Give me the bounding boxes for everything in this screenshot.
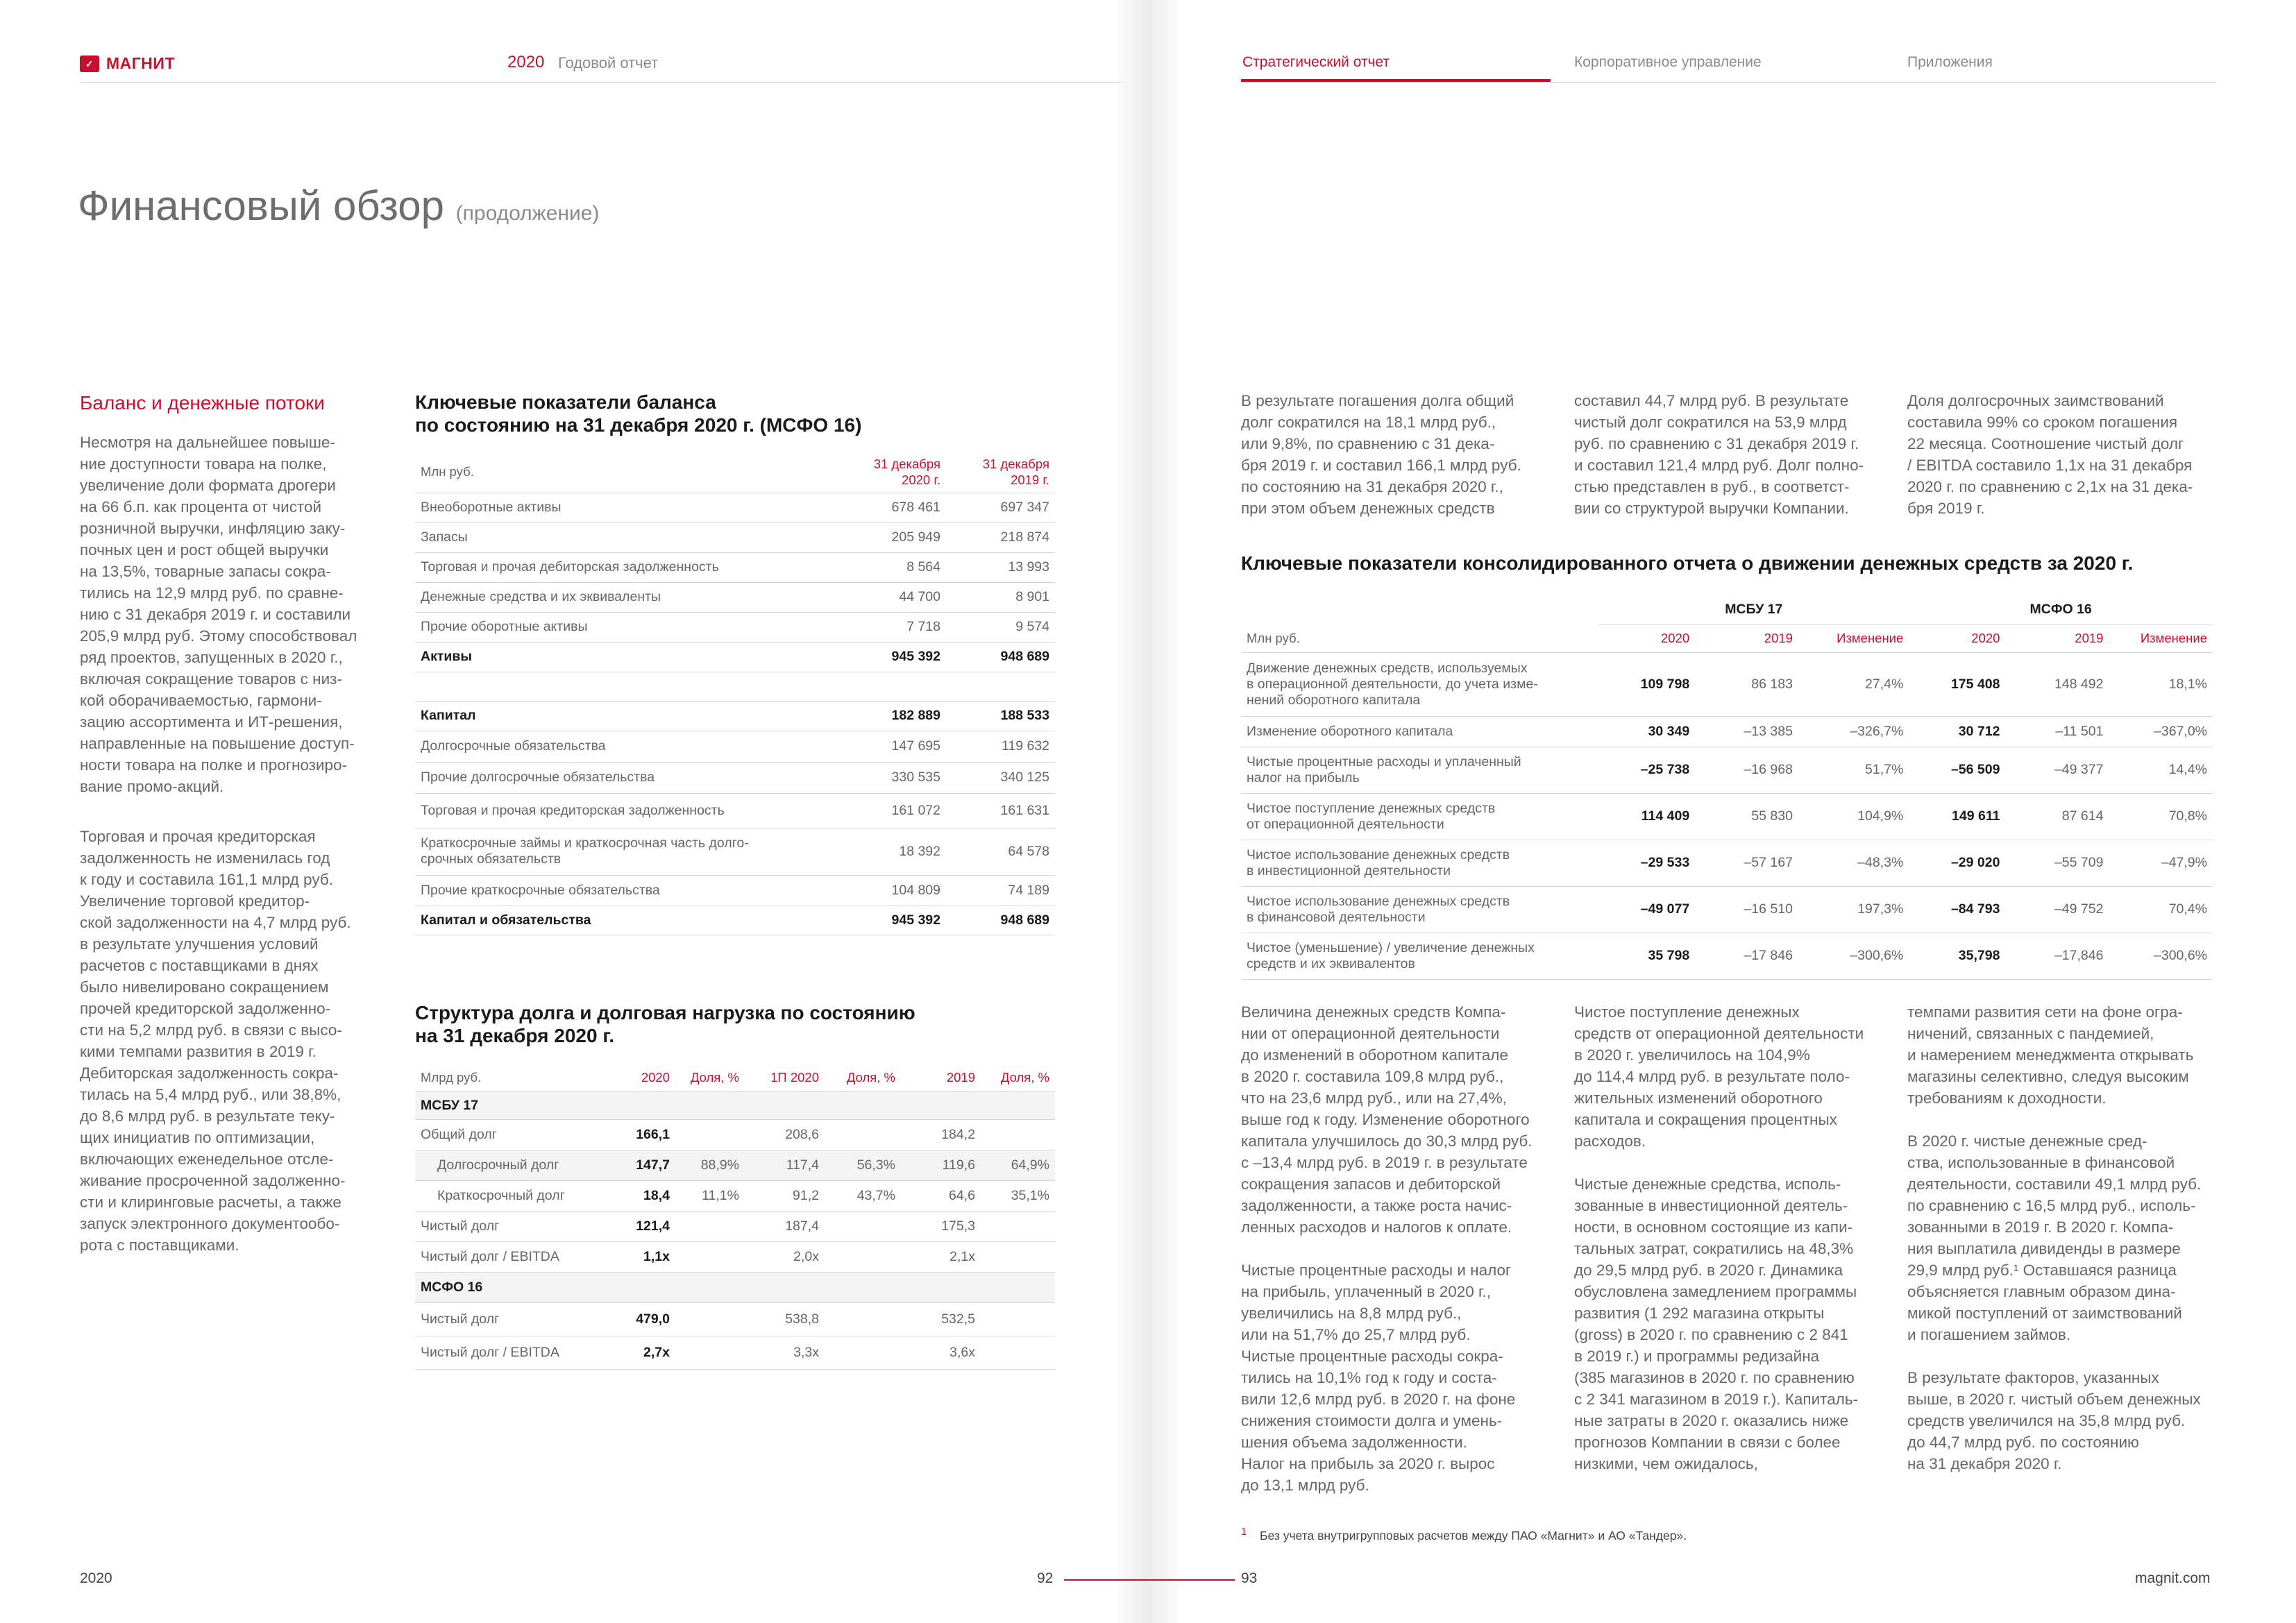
table-row: Чистые процентные расходы и уплаченный налог на прибыль –25 738 –16 968 51,7% –56 509 –49 377 14,4% (1241, 747, 2213, 793)
page-gutter (1117, 0, 1179, 1623)
header-year: 2020 (507, 53, 545, 71)
debt-header-row: Млрд руб. 2020 Доля, % 1П 2020 Доля, % 2019 Доля, % (415, 1064, 1055, 1091)
table-row: Чистое использование денежных средств в инвестиционной деятельности –29 533 –57 167 –48,3% –29 020 –55 709 –47,9% (1241, 840, 2213, 886)
balance-header-col1: 31 декабря 2020 г. (832, 451, 946, 493)
table-row: Прочие краткосрочные обязательства 104 809 74 189 (415, 875, 1055, 906)
footnote-text: Без учета внутригрупповых расчетов между ПАО «Магнит» и АО «Тандер». (1259, 1528, 1687, 1543)
footer-site-link[interactable]: magnit.com (2135, 1570, 2211, 1586)
header-report-title: Годовой отчет (558, 54, 659, 71)
magnit-logo[interactable] (80, 54, 175, 73)
nav-corporate-governance[interactable]: Корпоративное управление (1574, 54, 1762, 70)
page-number-left: 92 (1037, 1570, 1054, 1586)
page-title-sub: (продолжение) (455, 202, 600, 225)
left-paragraph-2: Торговая и прочая кредиторская задолженность не изменилась год к году и составила 161,1 млрд руб. Увеличение торговой кредитор- ской задолженности на 4,7 млрд руб. в результате улучшения условий расчетов с поставщиками в днях было нивелировано сокращением прочей кредиторской задолженно- сти на 5,2 млрд руб. в связи с высо- кими темпами развития в 2019 г. Дебиторская задолженность сокра- тилась на 5,4 млрд руб., или 38,8%, до 8,6 млрд руб. в результате теку- щих инициатив по оптимизации, включающих еженедельное отсле- живание просроченной задолженно- сти и клиринговые расчеты, а также запуск электронного документообо- рота с поставщиками. (80, 828, 351, 1254)
table-row: Торговая и прочая дебиторская задолженность 8 564 13 993 (415, 552, 1055, 582)
table-row: Внеоборотные активы 678 461 697 347 (415, 493, 1055, 522)
table-row: Торговая и прочая кредиторская задолженность 161 072 161 631 (415, 793, 1055, 828)
footnote-mark: 1 (1241, 1527, 1247, 1538)
page-title (78, 182, 599, 230)
page-number-right: 93 (1241, 1570, 1258, 1586)
right-bottom-col3: темпами развития сети на фоне огра- ничений, связанных с пандемией, и намерением менеджмента открывать магазины селективно, следуя высоким требованиям к доходности. В 2020 г. чистые денежные сред- ства, использованные в финансовой деятельности, составили 49,1 млрд руб. по сравнению с 16,5 млрд руб., исполь- зованными в 2019 г. В 2020 г. Компа- ния выплатила дивиденды в размере 29,9 млрд руб.¹ Оставшаяся разница объясняется главным образом дина- микой поступлений от заимствований и погашением займов. В результате факторов, указанных выше, в 2020 г. чистый объем денежных средств увеличился на 35,8 млрд руб. до 44,7 млрд руб. по состоянию на 31 декабря 2020 г. (1907, 1003, 2202, 1472)
table-row: Чистый долг / EBITDA 2,7х 3,3х 3,6х (415, 1336, 1055, 1369)
right-top-col3: Доля долгосрочных заимствований составила 99% со сроком погашения 22 месяца. Соотношение чистый долг / EBITDA составило 1,1х на 31 декабря 2020 г. по сравнению с 2,1х на 31 дека- бря 2019 г. (1907, 392, 2193, 517)
balance-header-label: Млн руб. (415, 451, 832, 493)
cashflow-table-title: Ключевые показатели консолидированного отчета о движении денежных средств за 2020 г. (1241, 552, 2134, 574)
table-row: Краткосрочный долг 18,4 11,1% 91,2 43,7% 64,6 35,1% (415, 1180, 1055, 1211)
page-title-main: Финансовый обзор (78, 182, 444, 229)
right-bottom-col2: Чистое поступление денежных средств от операционной деятельности в 2020 г. увеличилось на 104,9% до 114,4 млрд руб. в результате поло- жительных изменений оборотного капитала и сокращения процентных расходов. Чистые денежные средства, исполь- зованные в инвестиционной деятель- ности, в основном состоящие из капи- тальных затрат, сократились на 48,3% до 29,5 млрд руб. в 2020 г. Динамика обусловлена замедлением программы развития (1 292 магазина открыты (gross) в 2020 г. по сравнению с 2 841 в 2019 г.) и программы редизайна (385 магазинов в 2020 г. по сравнению с 2 341 магазином в 2019 г.). Капиталь- ные затраты в 2020 г. оказались ниже прогнозов Компании в связи с более низкими, чем ожидалось, (1574, 1003, 1864, 1472)
left-paragraph-1: Несмотря на дальнейшее повыше- ние доступности товара на полке, увеличение доли формата дрогери на 66 б.п. как процента от чистой розничной выручки, инфляцию заку- почных цен и рост общей выручки на 13,5%, товарные запасы сокра- тились на 12,9 млрд руб. по сравне- нию с 31 декабря 2019 г. и составили 205,9 млрд руб. Этому способствовал ряд проектов, запущенных в 2020 г., включая сокращение товаров с низ- кой оборачиваемостью, гармони- зацию ассортимента и ИТ-решения, направленные на повышение доступ- ности товара на полке и прогнозиро- вание промо-акций. (80, 434, 357, 795)
footnote (1241, 1527, 1687, 1543)
table-row: Прочие оборотные активы 7 718 9 574 (415, 612, 1055, 642)
table-total-row: Активы 945 392 948 689 (415, 642, 1055, 672)
footer-year: 2020 (80, 1570, 112, 1586)
table-row: Краткосрочные займы и краткосрочная часть долго- срочных обязательств 18 392 64 578 (415, 828, 1055, 875)
cashflow-group-row (1241, 595, 2213, 624)
table-row: Чистый долг 121,4 187,4 175,3 (415, 1211, 1055, 1241)
cashflow-table (1241, 595, 2213, 980)
table-row: Долгосрочный долг 147,7 88,9% 117,4 56,3% 119,6 64,9% (415, 1150, 1055, 1180)
debt-table (415, 1064, 1055, 1370)
debt-category-ias17: МСБУ 17 (415, 1091, 1055, 1119)
cashflow-header-row: Млн руб. 2020 2019 Изменение 2020 2019 Изменение (1241, 624, 2213, 652)
logo-text: МАГНИТ (106, 54, 175, 72)
right-top-col2: составил 44,7 млрд руб. В результате чистый долг сократился на 53,9 млрд руб. по сравнению с 31 декабря 2019 г. и составил 121,4 млрд руб. Долг полно- стью представлен в руб., в соответст- вии со структурой выручки Компании. (1574, 392, 1864, 517)
table-row: Чистый долг 479,0 538,8 532,5 (415, 1302, 1055, 1336)
table-row: Изменение оборотного капитала 30 349 –13 385 –326,7% 30 712 –11 501 –367,0% (1241, 716, 2213, 747)
magnit-logo-icon: ✓ (80, 56, 99, 72)
table-row: Чистый долг / EBITDA 1,1х 2,0х 2,1х (415, 1241, 1055, 1272)
header-divider-left (80, 82, 1121, 83)
balance-table-title: Ключевые показатели баланса по состоянию на 31 декабря 2020 г. (МСФО 16) (415, 391, 862, 436)
debt-category-ifrs16: МСФО 16 (415, 1272, 1055, 1302)
table-total-row: Капитал и обязательства 945 392 948 689 (415, 906, 1055, 935)
table-row: Денежные средства и их эквиваленты 44 700 8 901 (415, 582, 1055, 612)
table-row: Запасы 205 949 218 874 (415, 522, 1055, 552)
right-top-col1: В результате погашения долга общий долг сократился на 18,1 млрд руб., или 9,8%, по сравнению с 31 дека- бря 2019 г. и составил 166,1 млрд руб. по состоянию на 31 декабря 2020 г., при этом объем денежных средств (1241, 392, 1521, 517)
nav-strategic-report[interactable]: Стратегический отчет (1242, 54, 1390, 70)
table-row: Долгосрочные обязательства 147 695 119 632 (415, 731, 1055, 762)
right-bottom-col1: Величина денежных средств Компа- нии от операционной деятельности до изменений в оборотном капитале в 2020 г. составила 109,8 млрд руб., что на 23,6 млрд руб., или на 27,4%, выше год к году. Изменение оборотного капитала улучшилось до 30,3 млрд руб. с –13,4 млрд руб. в 2019 г. в результате сокращения запасов и дебиторской задолженности, а также роста начис- ленных расходов и налогов к оплате. Чистые процентные расходы и налог на прибыль, уплаченный в 2020 г., увеличились на 8,8 млрд руб., или на 51,7% до 25,7 млрд руб. Чистые процентные расходы сокра- тились на 10,1% год к году и соста- вили 12,6 млрд руб. в 2020 г. на фоне снижения стоимости долга и умень- шения объема задолженности. Налог на прибыль за 2020 г. вырос до 13,1 млрд руб. (1241, 1003, 1533, 1494)
table-row: Прочие долгосрочные обязательства 330 535 340 125 (415, 762, 1055, 793)
table-row: Общий долг 166,1 208,6 184,2 (415, 1119, 1055, 1150)
footer-divider (1064, 1579, 1235, 1581)
table-row: Движение денежных средств, используемых в операционной деятельности, до учета изме- нений оборотного капитала 109 798 86 183 27,4% 175 408 148 492 18,1% (1241, 652, 2213, 716)
debt-table-title: Структура долга и долговая нагрузка по состоянию на 31 декабря 2020 г. (415, 1002, 915, 1046)
header-divider-right (1241, 82, 2216, 83)
group-ias17: МСБУ 17 (1598, 595, 1909, 624)
table-row: Чистое использование денежных средств в финансовой деятельности –49 077 –16 510 197,3% –84 793 –49 752 70,4% (1241, 886, 2213, 933)
table-total-row: Капитал 182 889 188 533 (415, 701, 1055, 731)
balance-table (415, 451, 1055, 935)
group-ifrs16: МСФО 16 (1909, 595, 2213, 624)
table-row: Чистое (уменьшение) / увеличение денежных средств и их эквивалентов 35 798 –17 846 –300,6% 35,798 –17,846 –300,6% (1241, 933, 2213, 979)
table-row: Чистое поступление денежных средств от операционной деятельности 114 409 55 830 104,9% 149 611 87 614 70,8% (1241, 793, 2213, 840)
section-heading: Баланс и денежные потоки (80, 392, 325, 414)
nav-active-indicator (1241, 79, 1551, 82)
balance-header-col2: 31 декабря 2019 г. (946, 451, 1055, 493)
nav-appendices[interactable]: Приложения (1907, 54, 1993, 70)
